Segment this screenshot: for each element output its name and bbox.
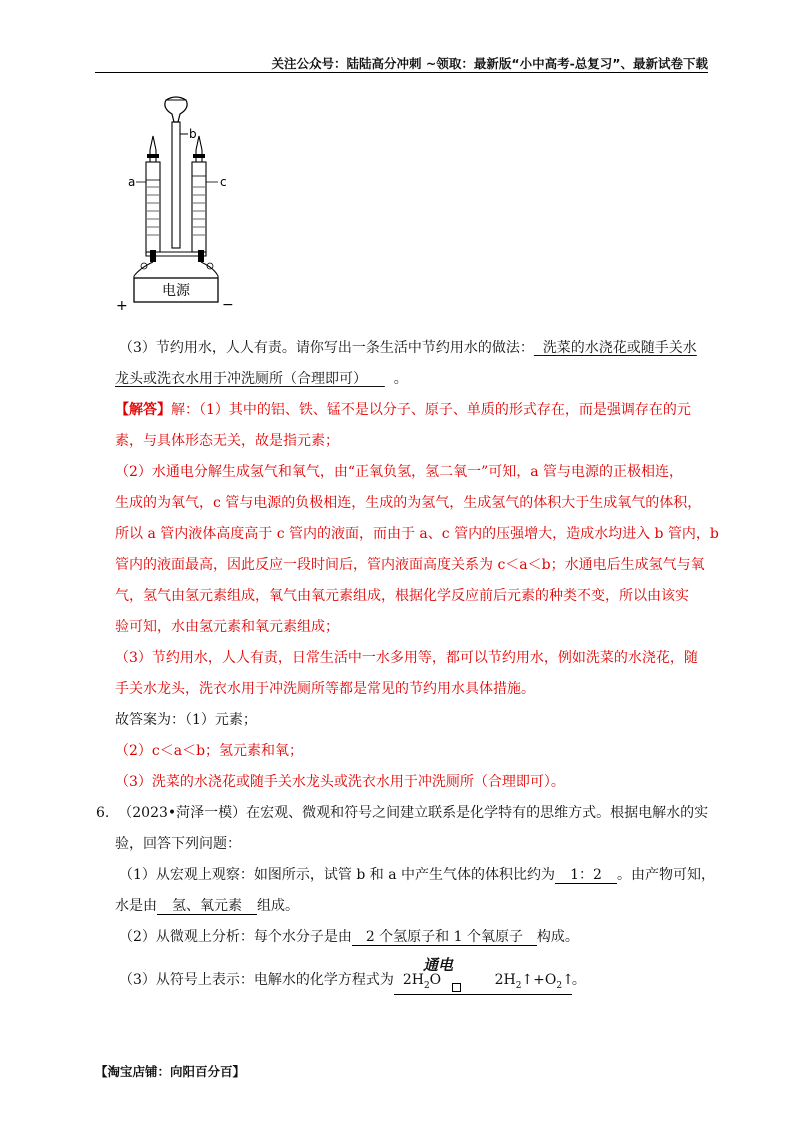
solution-line-4: 生成的为氧气，c 管与电源的负极相连，生成的为氢气，生成氢气的体积大于生成氧气的体积， (115, 495, 702, 511)
q3-line2: 龙头或洗衣水用于冲洗厕所（合理即可） 。 (115, 371, 408, 387)
solution-line-3: （2）水通电分解生成氢气和氧气，由“正氧负氢，氢二氧一”可知，a 管与电源的正极相连， (115, 464, 684, 480)
solution-line-2: 素，与具体形态无关，故是指元素； (115, 433, 339, 449)
solution-line-7: 气，氢气由氢元素组成，氧气由氧元素组成，根据化学反应前后元素的种类不变，所以由该实 (115, 588, 689, 604)
solution-line-10: 手关水龙头，洗衣水用于冲洗厕所等都是常见的节约用水具体措施。 (115, 681, 535, 697)
label-a: a (128, 175, 136, 189)
solution-line-5: 所以 a 管内液体高度高于 c 管内的液面，而由于 a、c 管内的压强增大，造成水均进入 b 管内，b (115, 526, 719, 542)
q6-part1b-line: 水是由 氢、氧元素 组成。 (115, 898, 299, 914)
equation-placeholder-box (452, 983, 461, 992)
answers-line-3: （3）洗菜的水浇花或随手关水龙头或洗衣水用于冲洗厕所（合理即可）。 (115, 774, 565, 790)
q6-blank-elements: 氢、氧元素 (157, 898, 257, 915)
q6-line1: 6. （2023•菏泽一模）在宏观、微观和符号之间建立联系是化学特有的思维方式。根据电解水的实 (96, 805, 709, 821)
negative-terminal: − (222, 297, 234, 313)
q3-line1: （3）节约用水，人人有责。请你写出一条生活中节约用水的做法： 洗菜的水浇花或随手关水 (119, 340, 697, 356)
q6-equation: $2H_2O$ $2H_2↑+O_2↑$ (394, 972, 572, 995)
q6-blank-molecule: 2 个氢原子和 1 个氧原子 (352, 929, 537, 946)
reaction-condition: 通电 (423, 956, 454, 974)
positive-terminal: + (116, 298, 128, 314)
q6-part1-line: （1）从宏观上观察：如图所示，试管 b 和 a 中产生气体的体积比约为 1：2 。由产物可知， (119, 867, 716, 883)
answers-line-2: （2）c＜a＜b；氢元素和氧； (115, 743, 304, 759)
q3-answer-part1: 洗菜的水浇花或随手关水 (542, 340, 697, 356)
answers-intro: 故答案为：（1）元素； (115, 712, 257, 728)
page-footer: 【淘宝店铺：向阳百分百】 (95, 1064, 246, 1079)
q6-blank-ratio: 1：2 (555, 867, 617, 884)
page-header: 关注公众号：陆陆高分冲刺 ~领取：最新版“小中高考-总复习”、最新试卷下载 (271, 56, 708, 71)
electrolysis-apparatus-figure (112, 92, 242, 314)
q6-part3-line: （3）从符号上表示：电解水的化学方程式为 $2H_2O$ $2H_2↑+O_2↑$。 (119, 971, 586, 995)
solution-line-6: 管内的液面最高，因此反应一段时间后，管内液面高度关系为 c＜a＜b；水通电后生成氢气与氧 (115, 557, 705, 573)
power-supply-label: 电源 (162, 283, 190, 299)
solution-line-1: 【解答】解：（1）其中的铝、铁、锰不是以分子、原子、单质的形式存在，而是强调存在的元 (115, 402, 691, 418)
q6-number: 6. (96, 805, 110, 821)
q6-part2-line: （2）从微观上分析：每个水分子是由 2 个氢原子和 1 个氧原子 构成。 (119, 929, 579, 945)
label-b: b (189, 127, 197, 141)
solution-tag: 【解答】 (115, 402, 171, 418)
solution-line-9: （3）节约用水，人人有责，日常生活中一水多用等，都可以节约用水，例如洗菜的水浇花，随 (115, 650, 698, 666)
q6-line2: 验，回答下列问题： (115, 836, 241, 852)
q3-answer-part2: 龙头或洗衣水用于冲洗厕所（合理即可） (115, 371, 367, 387)
header-divider (95, 72, 708, 73)
label-c: c (220, 175, 227, 189)
solution-line-8: 验可知，水由氢元素和氧元素组成； (115, 619, 339, 635)
